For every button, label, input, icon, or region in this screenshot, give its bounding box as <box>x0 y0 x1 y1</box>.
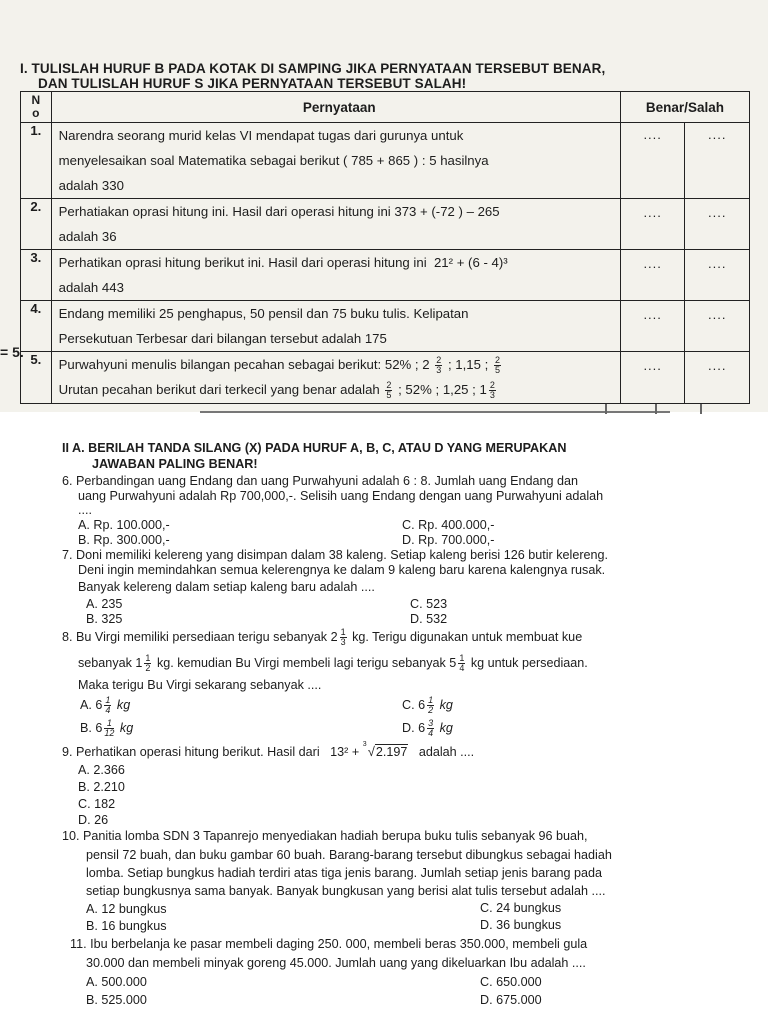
margin-mark: = 5. <box>0 344 24 360</box>
question-8-line-3: Maka terigu Bu Virgi sekarang sebanyak .... <box>78 678 322 692</box>
question-11-line-2: 30.000 dan membeli minyak goreng 45.000. Jumlah uang yang dikeluarkan Ibu adalah .... <box>86 956 586 970</box>
option-a[interactable]: A. 235 <box>86 597 123 611</box>
statement-row <box>21 250 750 301</box>
option-d[interactable]: D. Rp. 700.000,- <box>402 533 495 547</box>
row-number: 2. <box>21 199 52 250</box>
statement-row <box>21 301 750 352</box>
fraction: $\frac{2}{5}$ <box>494 355 500 376</box>
row-number: 1. <box>21 123 52 199</box>
option-b[interactable]: B. 525.000 <box>86 993 147 1007</box>
option-a[interactable]: A. 6 $\frac{1}{4}$ kg <box>80 695 131 715</box>
question-8-line-1: 8. Bu Virgi memiliki persediaan terigu sebanyak 2 $\frac{1}{3}$ kg. Terigu digunakan untuk membuat kue <box>62 627 583 647</box>
question-7-line-1: 7. Doni memiliki kelereng yang disimpan dalam 38 kaleng. Setiap kaleng berisi 126 butir kelereng. <box>62 548 609 562</box>
option-c[interactable]: C. 6 $\frac{1}{2}$ kg <box>402 695 453 715</box>
question-9-line-1: 9. Perhatikan operasi hitung berikut. Hasil dari 13² + 3 √2.197 adalah .... <box>62 741 475 759</box>
answer-box-salah[interactable]: .... <box>685 123 750 199</box>
row-number: 5. <box>21 352 52 404</box>
table-header-row <box>21 92 750 123</box>
question-6-line-2: uang Purwahyuni adalah Rp 700,000,-. Selisih uang Endang dengan uang Purwahyuni adalah <box>78 489 604 503</box>
fraction: $\frac{3}{4}$ <box>428 718 434 738</box>
answer-box-benar[interactable]: .... <box>620 199 685 250</box>
option-d[interactable]: D. 532 <box>410 612 448 626</box>
question-10-line-2: pensil 72 buah, dan buku gambar 60 buah. Barang-barang tersebut dibungkus sebagai hadiah <box>86 848 612 862</box>
option-c[interactable]: C. Rp. 400.000,- <box>402 518 495 532</box>
fraction: $\frac{1}{4}$ <box>459 653 465 673</box>
statement-row <box>21 123 750 199</box>
option-b[interactable]: B. 2.210 <box>78 780 125 794</box>
fraction: $\frac{2}{5}$ <box>386 380 392 401</box>
section-1-heading-line-2: DAN TULISLAH HURUF S JIKA PERNYATAAN TERSEBUT SALAH! <box>38 76 467 91</box>
option-c[interactable]: C. 24 bungkus <box>480 901 562 915</box>
option-d[interactable]: D. 26 <box>78 813 109 827</box>
answer-box-benar[interactable]: .... <box>620 301 685 352</box>
answer-box-benar[interactable]: .... <box>620 250 685 301</box>
row-number: 4. <box>21 301 52 352</box>
row-number: 3. <box>21 250 52 301</box>
option-c[interactable]: C. 523 <box>410 597 448 611</box>
option-b[interactable]: B. 325 <box>86 612 123 626</box>
statement-text: Purwahyuni menulis bilangan pecahan sebagai berikut: 52% ; 2 $\frac{2}{3}$ ; 1,15 ; $\frac{2}{5}$ Urutan pecahan berikut dari terkecil yang benar adalah $\frac{2}{5}$ ; 52% ; 1,25 ; 1 $\frac{2}{3}$ <box>51 352 620 404</box>
statement-text: Perhatikan oprasi hitung berikut ini. Hasil dari operasi hitung ini 21² + (6 - 4)³ adalah 443 <box>51 250 620 301</box>
option-c[interactable]: C. 182 <box>78 797 116 811</box>
question-7-line-3: Banyak kelereng dalam setiap kaleng baru adalah .... <box>78 580 375 594</box>
divider-tick <box>605 404 607 414</box>
section-2-heading-line-1: II A. BERILAH TANDA SILANG (X) PADA HURUF A, B, C, ATAU D YANG MERUPAKAN <box>62 441 567 455</box>
question-10-line-4: setiap bungkusnya sama banyak. Banyak bungkusan yang berisi alat tulis tersebut adalah .... <box>86 884 606 898</box>
fraction: $\frac{1}{12}$ <box>104 718 115 738</box>
fraction: $\frac{2}{3}$ <box>489 380 495 401</box>
section-2-heading-line-2: JAWABAN PALING BENAR! <box>92 457 258 471</box>
fraction: $\frac{1}{2}$ <box>145 653 151 673</box>
question-8-line-2: sebanyak 1 $\frac{1}{2}$ kg. kemudian Bu Virgi membeli lagi terigu sebanyak 5 $\frac{1}{4}$ kg untuk persediaan. <box>78 653 588 673</box>
statement-row <box>21 199 750 250</box>
question-7-line-2: Deni ingin memindahkan semua kelerengnya ke dalam 9 kaleng baru karena kalengnya rusak. <box>78 563 606 577</box>
option-d[interactable]: D. 675.000 <box>480 993 542 1007</box>
divider-tick <box>655 404 657 414</box>
option-a[interactable]: A. 12 bungkus <box>86 902 167 916</box>
fraction: $\frac{1}{3}$ <box>340 627 346 647</box>
option-a[interactable]: A. Rp. 100.000,- <box>78 518 170 532</box>
statement-row <box>21 352 750 404</box>
question-11-line-1: 11. Ibu berbelanja ke pasar membeli daging 250. 000, membeli beras 350.000, membeli gula <box>70 937 588 951</box>
option-b[interactable]: B. 6 $\frac{1}{12}$ kg <box>80 718 134 738</box>
answer-box-benar[interactable]: .... <box>620 123 685 199</box>
option-c[interactable]: C. 650.000 <box>480 975 542 989</box>
fraction: $\frac{1}{4}$ <box>105 695 111 715</box>
question-10-line-3: lomba. Setiap bungkus hadiah terdiri atas tiga jenis barang. Jumlah setiap jenis barang pada <box>86 866 602 880</box>
header-no: N o <box>21 92 52 123</box>
answer-box-salah[interactable]: .... <box>685 199 750 250</box>
option-a[interactable]: A. 500.000 <box>86 975 147 989</box>
fraction: $\frac{2}{3}$ <box>436 355 442 376</box>
statement-text: Narendra seorang murid kelas VI mendapat tugas dari gurunya untuk menyelesaikan soal Matematika sebagai berikut ( 785 + 865 ) : 5 hasilnya adalah 330 <box>51 123 620 199</box>
answer-box-benar[interactable]: .... <box>620 352 685 404</box>
divider-tick <box>700 404 702 414</box>
answer-box-salah[interactable]: .... <box>685 301 750 352</box>
true-false-table <box>20 91 750 404</box>
section-1-heading-line-1: I. TULISLAH HURUF B PADA KOTAK DI SAMPING JIKA PERNYATAAN TERSEBUT BENAR, <box>20 61 606 76</box>
option-a[interactable]: A. 2.366 <box>78 763 125 777</box>
page-divider <box>200 411 670 413</box>
statement-text: Perhatiakan oprasi hitung ini. Hasil dari operasi hitung ini 373 + (-72 ) – 265 adalah 36 <box>51 199 620 250</box>
answer-box-salah[interactable]: .... <box>685 250 750 301</box>
question-10-line-1: 10. Panitia lomba SDN 3 Tapanrejo menyediakan hadiah berupa buku tulis sebanyak 96 buah, <box>62 829 588 843</box>
option-d[interactable]: D. 36 bungkus <box>480 918 562 932</box>
fraction: $\frac{1}{2}$ <box>428 695 434 715</box>
statement-text: Endang memiliki 25 penghapus, 50 pensil dan 75 buku tulis. Kelipatan Persekutuan Terbesar dari bilangan tersebut adalah 175 <box>51 301 620 352</box>
answer-box-salah[interactable]: .... <box>685 352 750 404</box>
option-d[interactable]: D. 6 $\frac{3}{4}$ kg <box>402 718 453 738</box>
option-b[interactable]: B. Rp. 300.000,- <box>78 533 170 547</box>
header-answer: Benar/Salah <box>620 92 749 123</box>
cube-root: 3 √2.197 <box>362 741 408 759</box>
question-6-line-1: 6. Perbandingan uang Endang dan uang Purwahyuni adalah 6 : 8. Jumlah uang Endang dan <box>62 474 579 488</box>
option-b[interactable]: B. 16 bungkus <box>86 919 167 933</box>
header-statement: Pernyataan <box>51 92 620 123</box>
question-6-line-3: .... <box>78 503 92 517</box>
